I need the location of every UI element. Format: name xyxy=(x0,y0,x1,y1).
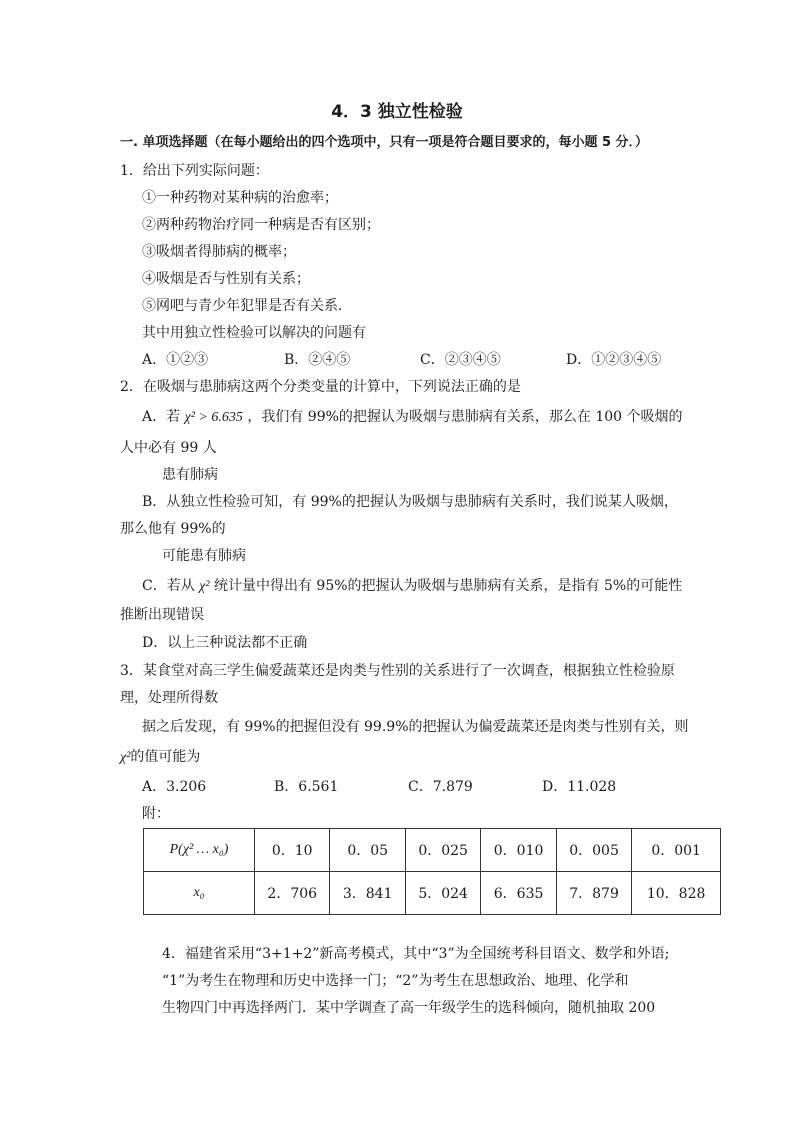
q1-item-5: ⑤网吧与青少年犯罪是否有关系． xyxy=(142,298,352,314)
q3-appendix-label: 附： xyxy=(142,806,170,822)
table-cell: 3．841 xyxy=(330,872,405,915)
q2-option-a-line3: 患有肺病 xyxy=(162,467,218,483)
q2-option-b-line3: 可能患有肺病 xyxy=(162,548,246,564)
table-cell: 2．706 xyxy=(255,872,330,915)
q2-option-a-line2: 人中必有 99 人 xyxy=(120,440,217,456)
q1-option-b: B．②④⑤ xyxy=(284,352,351,368)
q3-math: χ² xyxy=(120,750,131,765)
section-heading: 一. 单项选择题（在每小题给出的四个选项中，只有一项是符合题目要求的，每小题 5 分．） xyxy=(120,135,649,150)
q3-line3: 据之后发现，有 99%的把握但没有 99.9%的把握认为偏爱蔬菜还是肉类与性别有关，则 xyxy=(142,719,689,735)
q3-option-c: C．7.879 xyxy=(408,779,473,795)
q2-c-math: χ² xyxy=(199,579,210,594)
q1-item-1: ①一种药物对某种病的治愈率； xyxy=(142,190,338,206)
table-cell: 5．024 xyxy=(405,872,480,915)
q3-line4 xyxy=(120,748,200,767)
table-cell: 0．05 xyxy=(330,829,405,872)
q1-stem: 1．给出下列实际问题： xyxy=(120,163,269,179)
q3-option-d: D．11.028 xyxy=(542,779,617,795)
table-cell: 0．001 xyxy=(632,829,721,872)
q1-item-2: ②两种药物治疗同一种病是否有区别； xyxy=(142,217,380,233)
q2-option-b-line1: B．从独立性检验可知，有 99%的把握认为吸烟与患肺病有关系时，我们说某人吸烟， xyxy=(142,494,678,510)
table-row xyxy=(144,872,721,915)
q1-prompt: 其中用独立性检验可以解决的问题有 xyxy=(142,325,366,341)
q2-a-math: χ² > 6.635 xyxy=(184,410,243,425)
q4-line3: 生物四门中再选择两门．某中学调查了高一年级学生的选科倾向，随机抽取 200 xyxy=(162,1000,656,1016)
table-cell: 0．010 xyxy=(481,829,556,872)
table-cell: 7．879 xyxy=(556,872,631,915)
q2-option-c-line2: 推断出现错误 xyxy=(120,607,204,623)
q1-option-c: C．②③④⑤ xyxy=(420,352,501,368)
q2-c-suffix: 统计量中得出有 95%的把握认为吸烟与患肺病有关系，是指有 5%的可能性 xyxy=(213,578,683,594)
table-row-head-x0: x₀ xyxy=(144,872,255,915)
q2-stem: 2．在吸烟与患肺病这两个分类变量的计算中，下列说法正确的是 xyxy=(120,379,521,395)
q3-option-b: B．6.561 xyxy=(274,779,339,795)
q3-line1: 3．某食堂对高三学生偏爱蔬菜还是肉类与性别的关系进行了一次调查，根据独立性检验原 xyxy=(120,663,675,679)
q2-option-d: D．以上三种说法都不正确 xyxy=(142,635,308,651)
q2-a-prefix: A．若 xyxy=(142,409,181,425)
q2-option-a-line1 xyxy=(142,408,683,427)
q4-line1: 4．福建省采用“3+1+2”新高考模式，其中“3”为全国统考科目语文、数学和外语; xyxy=(162,946,670,962)
table-row xyxy=(144,829,721,872)
q1-option-d: D．①②③④⑤ xyxy=(566,352,662,368)
q1-item-4: ④吸烟是否与性别有关系； xyxy=(142,271,310,287)
table-cell: 6．635 xyxy=(481,872,556,915)
table-cell: 0．025 xyxy=(405,829,480,872)
q2-option-b-line2: 那么他有 99%的 xyxy=(120,521,226,537)
q2-c-prefix: C．若从 xyxy=(142,578,195,594)
table-row-head-probability: P(χ² … x₀) xyxy=(144,829,255,872)
table-cell: 0．10 xyxy=(255,829,330,872)
q1-option-a: A．①②③ xyxy=(142,352,209,368)
q3-line4-suffix: 的值可能为 xyxy=(130,749,201,765)
q1-item-3: ③吸烟者得肺病的概率； xyxy=(142,244,296,260)
page-title: 4．3 独立性检验 xyxy=(331,102,463,122)
q2-option-c-line1 xyxy=(142,577,682,596)
q2-a-suffix: ，我们有 99%的把握认为吸烟与患肺病有关系，那么在 100 个吸烟的 xyxy=(247,409,683,425)
table-cell: 0．005 xyxy=(556,829,631,872)
table-cell: 10．828 xyxy=(632,872,721,915)
critical-value-table xyxy=(143,828,721,915)
q3-option-a: A．3.206 xyxy=(142,779,207,795)
q3-line2: 理，处理所得数 xyxy=(120,690,218,706)
q4-line2: “1”为考生在物理和历史中选择一门；“2”为考生在思想政治、地理、化学和 xyxy=(162,973,629,989)
